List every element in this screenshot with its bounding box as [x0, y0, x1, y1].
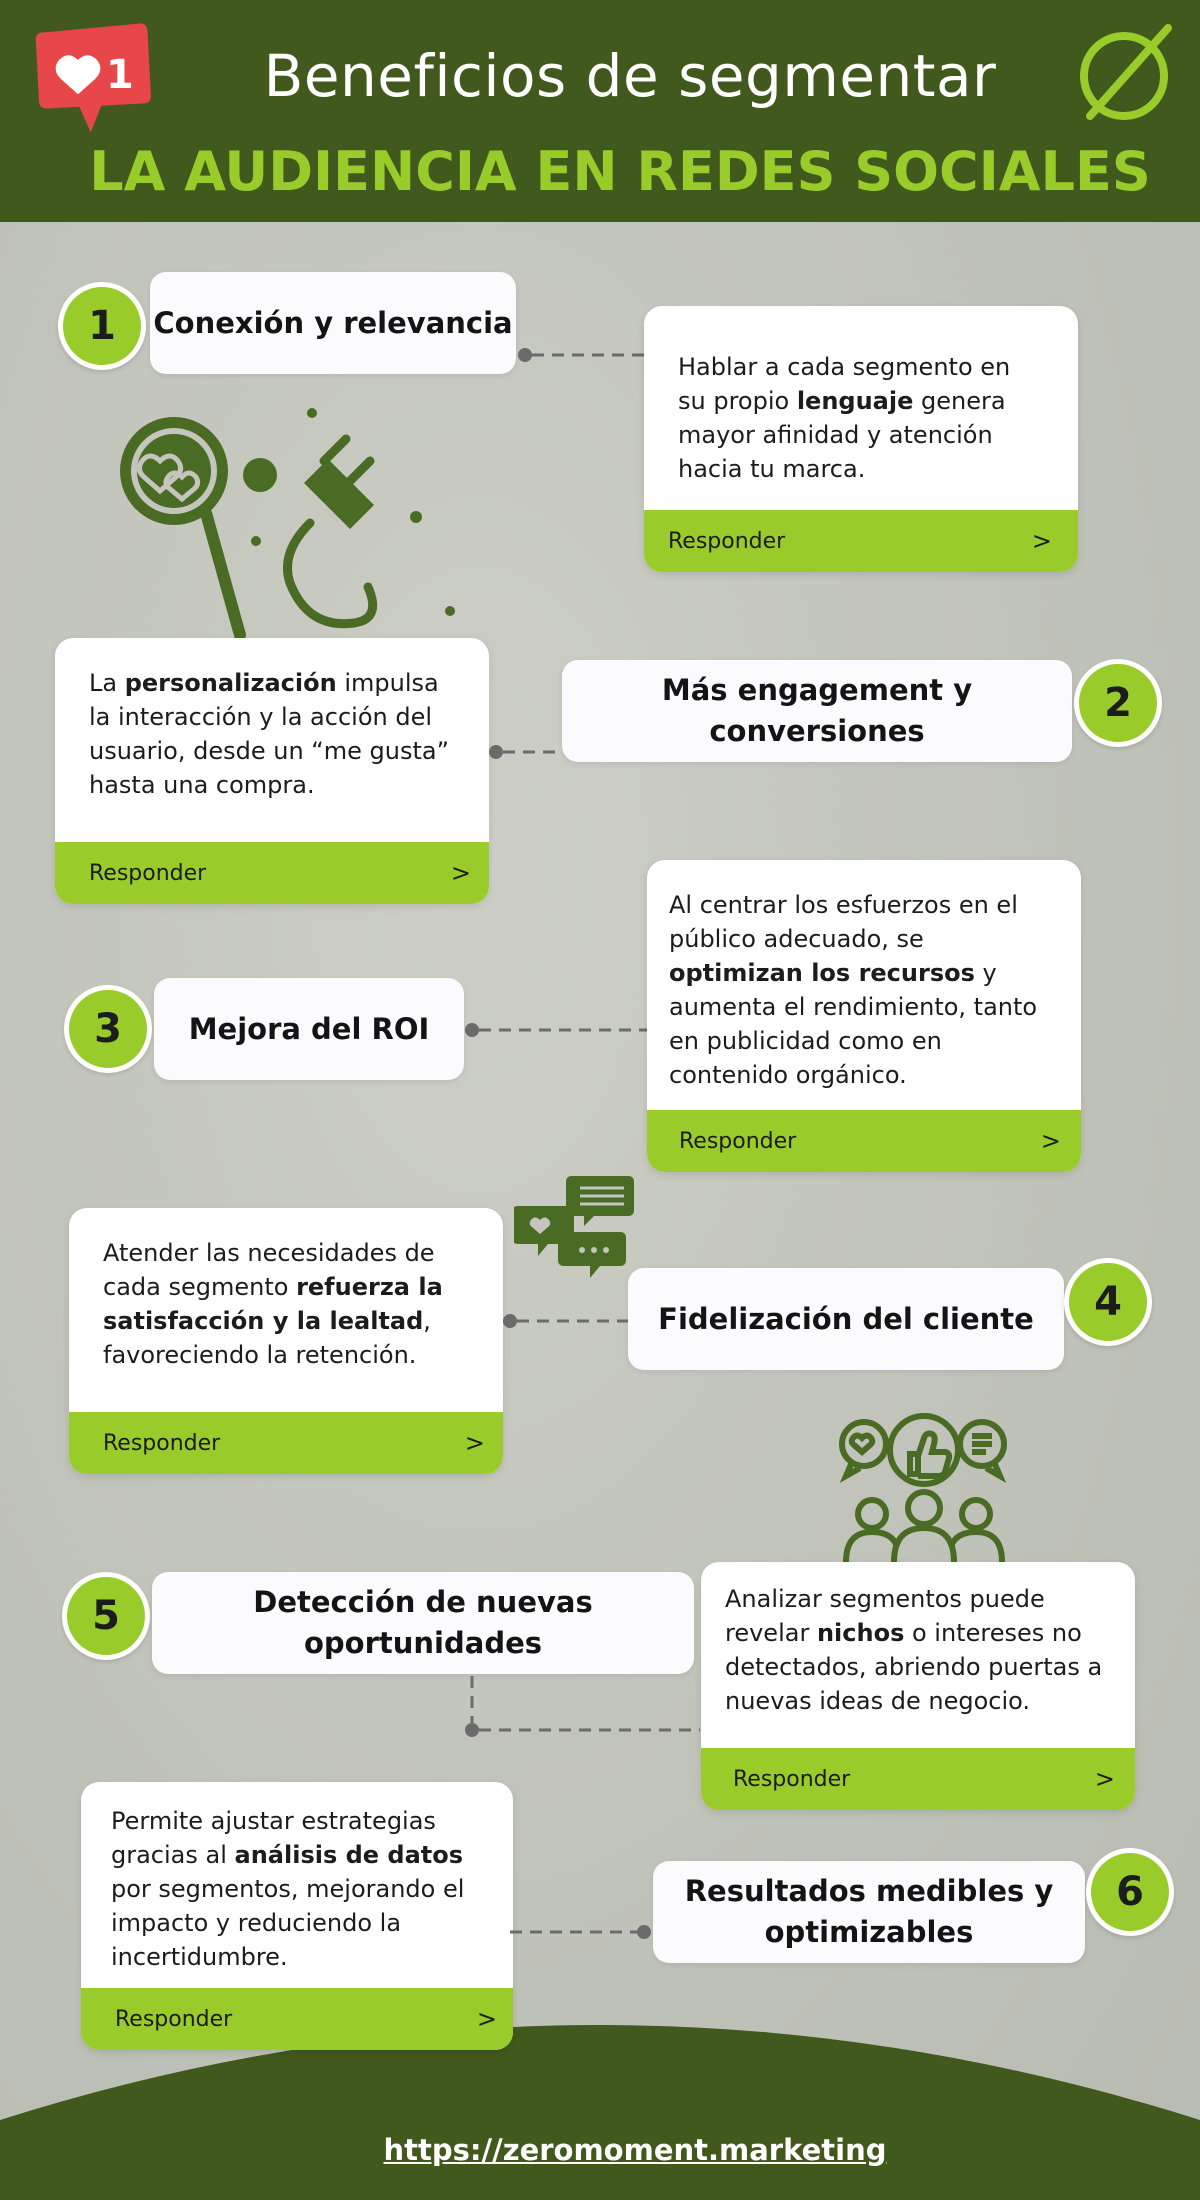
step-number-5: 5 — [62, 1572, 150, 1660]
chevron-right-icon: > — [1040, 1127, 1061, 1155]
benefit-card-1 — [644, 306, 1078, 572]
connector-2 — [486, 742, 562, 762]
connector-4 — [500, 1311, 630, 1331]
header-banner — [0, 0, 1200, 222]
chevron-right-icon: > — [476, 2005, 497, 2033]
page-title: Beneficios de segmentar — [263, 42, 997, 110]
benefit-description-6: Permite ajustar estrategias gracias al análisis de datos por segmentos, mejorando el impacto y reduciendo la incertidumbre. — [111, 1807, 465, 1971]
reply-label: Responder — [115, 2006, 233, 2032]
reply-label: Responder — [103, 1430, 221, 1456]
benefit-title-5: Detección de nuevas oportunidades — [152, 1572, 694, 1674]
chevron-right-icon: > — [464, 1429, 485, 1457]
benefit-card-3 — [647, 860, 1081, 1172]
like-notification-icon — [30, 20, 160, 142]
chevron-right-icon: > — [1094, 1765, 1115, 1793]
reply-button-1[interactable] — [644, 510, 1078, 572]
reply-label: Responder — [89, 860, 207, 886]
chevron-right-icon: > — [450, 859, 471, 887]
benefit-card-5 — [701, 1562, 1135, 1810]
step-number-4: 4 — [1064, 1258, 1152, 1346]
connector-6 — [510, 1922, 656, 1942]
benefit-description-3: Al centrar los esfuerzos en el público adecuado, se optimizan los recursos y aumenta el rendimiento, tanto en publicidad como en contenido orgánico. — [669, 891, 1038, 1089]
brand-logo-icon — [1072, 22, 1178, 132]
step-number-3: 3 — [64, 985, 152, 1073]
reply-button-4[interactable] — [69, 1412, 503, 1474]
reply-button-2[interactable] — [55, 842, 489, 904]
benefit-title-2: Más engagement y conversiones — [562, 660, 1072, 762]
reply-button-6[interactable] — [81, 1988, 513, 2050]
reply-label: Responder — [668, 528, 786, 554]
reply-label: Responder — [679, 1128, 797, 1154]
step-number-6: 6 — [1086, 1848, 1174, 1936]
connector-3 — [462, 1020, 648, 1040]
benefit-title-3: Mejora del ROI — [154, 978, 464, 1080]
step-number-1: 1 — [58, 282, 146, 370]
reply-label: Responder — [733, 1766, 851, 1792]
benefit-title-6: Resultados medibles y optimizables — [653, 1861, 1085, 1963]
benefit-title-4: Fidelización del cliente — [628, 1268, 1064, 1370]
benefit-description-2: La personalización impulsa la interacción y la acción del usuario, desde un “me gusta” hasta una compra. — [89, 669, 449, 799]
benefit-card-6 — [81, 1782, 513, 2050]
reply-button-5[interactable] — [701, 1748, 1135, 1810]
benefit-description-5: Analizar segmentos puede revelar nichos o intereses no detectados, abriendo puertas a nuevas ideas de negocio. — [725, 1585, 1103, 1715]
step-number-2: 2 — [1074, 659, 1162, 747]
community-feedback-icon — [836, 1404, 1012, 1570]
page-subtitle: LA AUDIENCIA EN REDES SOCIALES — [89, 140, 1151, 203]
benefit-description-1: Hablar a cada segmento en su propio lenguaje genera mayor afinidad y atención hacia tu marca. — [678, 353, 1011, 483]
benefit-title-1: Conexión y relevancia — [150, 272, 516, 374]
chat-bubbles-icon — [514, 1170, 634, 1290]
website-link[interactable]: https://zeromoment.marketing — [383, 2133, 887, 2167]
reply-button-3[interactable] — [647, 1110, 1081, 1172]
benefit-card-2 — [55, 638, 489, 904]
plug-icon — [230, 405, 470, 649]
chevron-right-icon: > — [1031, 527, 1052, 555]
like-badge-count: 1 — [106, 52, 134, 98]
connector-5 — [460, 1674, 700, 1738]
connector-1 — [516, 345, 646, 365]
benefit-card-4 — [69, 1208, 503, 1474]
benefit-description-4: Atender las necesidades de cada segmento refuerza la satisfacción y la lealtad, favoreciendo la retención. — [103, 1239, 443, 1369]
